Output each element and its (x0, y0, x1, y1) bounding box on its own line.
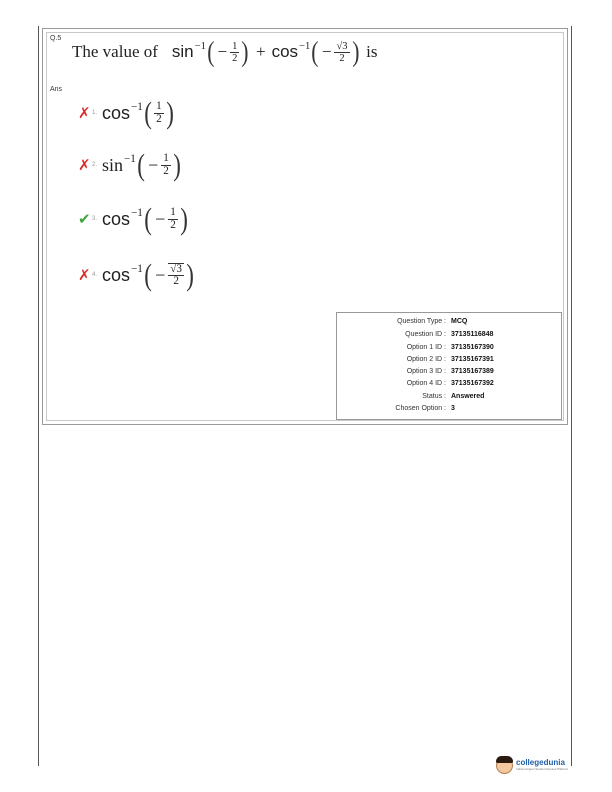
question-fn-sin: sin (171, 42, 194, 62)
option-expression (102, 98, 175, 129)
fraction (154, 101, 164, 125)
info-row (337, 331, 561, 343)
fraction-numerator: 1 (170, 206, 176, 219)
info-row (337, 368, 561, 380)
minus-sign: − (217, 42, 228, 62)
info-row (337, 356, 561, 368)
info-row (337, 405, 561, 417)
option-2[interactable] (78, 150, 182, 181)
option-expression (102, 204, 189, 235)
info-label: Option 4 ID : (406, 380, 446, 387)
check-mark-icon: ✔ (78, 211, 91, 229)
info-value: 37135167392 (451, 380, 494, 387)
info-label: Question Type : (397, 318, 446, 325)
minus-sign: − (321, 42, 332, 62)
paren-open: ( (207, 36, 215, 68)
question-suffix: is (366, 42, 378, 62)
fraction (230, 41, 239, 64)
option-fn: sin (102, 154, 124, 175)
fraction-numerator: √3 (336, 40, 348, 52)
option-inverse: −1 (131, 101, 143, 114)
question-number: Q.5 (50, 35, 62, 42)
wrong-mark-icon: ✗ (78, 267, 91, 285)
wrong-mark-icon: ✗ (78, 157, 91, 175)
info-label: Status : (422, 393, 446, 400)
collegedunia-logo (496, 757, 568, 774)
option-fn: cos (102, 208, 131, 229)
minus-sign: − (148, 154, 159, 175)
option-inverse: −1 (131, 263, 143, 276)
fraction (168, 207, 178, 231)
paren-open: ( (144, 202, 152, 236)
fraction (334, 41, 349, 64)
wrong-mark-icon: ✗ (78, 105, 91, 123)
paren-close: ) (186, 258, 194, 292)
paren-open: ( (144, 258, 152, 292)
option-number: 2. (92, 162, 98, 169)
option-expression (102, 260, 195, 291)
info-row (337, 344, 561, 356)
info-value: 37135167391 (451, 356, 494, 363)
fraction (168, 263, 184, 288)
question-text (72, 38, 377, 67)
option-number: 4. (92, 272, 98, 279)
fraction-denominator: 2 (170, 218, 176, 231)
paren-open: ( (311, 36, 319, 68)
page-border-left (38, 26, 39, 766)
minus-sign: − (155, 264, 166, 285)
logo-name: collegedunia (516, 758, 565, 768)
info-row (337, 393, 561, 405)
option-number: 1. (92, 110, 98, 117)
page-border-right (571, 26, 572, 766)
answer-label: Ans (50, 86, 63, 93)
minus-sign: − (155, 208, 166, 229)
question-prefix: The value of (72, 42, 158, 62)
option-1[interactable] (78, 98, 175, 129)
fraction-denominator: 2 (156, 112, 162, 125)
option-fn: cos (102, 264, 131, 285)
question-inverse-1: −1 (194, 41, 206, 53)
fraction-denominator: 2 (339, 52, 345, 64)
question-fn-cos: cos (271, 42, 299, 62)
paren-close: ) (241, 36, 249, 68)
info-label: Chosen Option : (395, 405, 446, 412)
option-3[interactable] (78, 204, 189, 235)
fraction-numerator: 1 (156, 100, 162, 113)
option-inverse: −1 (124, 153, 136, 166)
info-value: 37135167390 (451, 344, 494, 351)
option-expression (102, 150, 182, 181)
info-value: 3 (451, 405, 455, 412)
info-value: 37135167389 (451, 368, 494, 375)
question-expression (172, 38, 360, 67)
paren-close: ) (165, 96, 174, 130)
paren-open: ( (137, 148, 145, 182)
option-number: 3. (92, 216, 98, 223)
fraction-numerator: 1 (232, 40, 238, 52)
question-inverse-2: −1 (299, 41, 311, 53)
option-fn: cos (102, 102, 131, 123)
logo-tagline: India's largest Student Review Platform (516, 767, 569, 772)
fraction-denominator: 2 (173, 275, 179, 288)
info-label: Option 2 ID : (406, 356, 446, 363)
paren-close: ) (351, 36, 359, 68)
fraction-denominator: 2 (163, 164, 169, 177)
info-label: Option 3 ID : (406, 368, 446, 375)
fraction-numerator: √3 (170, 262, 182, 275)
info-row (337, 380, 561, 392)
mascot-icon (496, 757, 513, 774)
info-value: 37135116848 (451, 331, 494, 338)
paren-close: ) (173, 148, 181, 182)
fraction-denominator: 2 (232, 52, 238, 64)
info-value: Answered (451, 393, 485, 400)
info-label: Option 1 ID : (406, 344, 446, 351)
paren-open: ( (144, 96, 152, 130)
fraction-numerator: 1 (163, 152, 169, 165)
info-value: MCQ (451, 318, 468, 325)
paren-close: ) (180, 202, 188, 236)
option-4[interactable] (78, 260, 195, 291)
question-info-box (336, 312, 562, 420)
option-inverse: −1 (131, 207, 143, 220)
info-row (337, 318, 561, 330)
plus-sign: + (255, 42, 266, 62)
fraction (161, 153, 171, 177)
info-label: Question ID : (405, 331, 446, 338)
